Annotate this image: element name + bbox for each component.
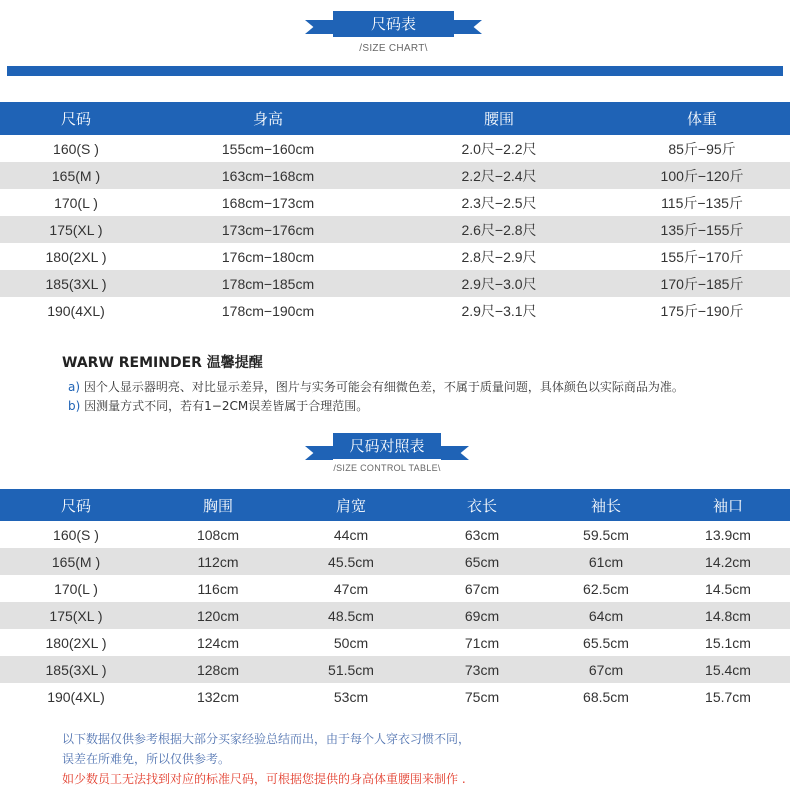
table-row xyxy=(0,243,790,270)
table-cell: 115斤−135斤 xyxy=(661,194,743,211)
size-control-table-header xyxy=(0,489,790,521)
table-cell: 67cm xyxy=(588,661,624,678)
table-cell: 65.5cm xyxy=(583,634,629,651)
column-header: 身高 xyxy=(252,110,283,128)
table-row xyxy=(0,575,790,602)
table-cell: 65cm xyxy=(464,553,500,570)
table-cell: 2.3尺−2.5尺 xyxy=(461,194,537,211)
table-cell: 61cm xyxy=(588,553,624,570)
table-cell: 2.0尺−2.2尺 xyxy=(461,140,537,157)
footer-warning: 如少数员工无法找到对应的标准尺码，可根据您提供的身高体重腰围来制作 . xyxy=(62,772,466,786)
table-cell: 2.9尺−3.1尺 xyxy=(461,302,537,319)
table-cell: 2.6尺−2.8尺 xyxy=(461,221,537,238)
table-cell: 50cm xyxy=(333,634,369,651)
footer-note: 误差在所难免，所以仅供参考。 xyxy=(62,752,231,766)
table-cell: 15.4cm xyxy=(705,661,751,678)
table-cell: 69cm xyxy=(464,607,500,624)
reminder-line xyxy=(68,378,684,395)
table-cell: 128cm xyxy=(196,661,240,678)
table-cell: 185(3XL ) xyxy=(45,275,107,292)
table-cell: 160(S ) xyxy=(53,526,99,543)
banner-title: 尺码表 xyxy=(333,11,454,37)
size-table-body xyxy=(0,135,790,324)
table-row xyxy=(0,548,790,575)
table-cell: 48.5cm xyxy=(328,607,374,624)
table-cell: 45.5cm xyxy=(328,553,374,570)
table-cell: 165(M ) xyxy=(51,553,101,570)
table-cell: 59.5cm xyxy=(583,526,629,543)
table-row xyxy=(0,216,790,243)
table-cell: 124cm xyxy=(196,634,240,651)
table-cell: 176cm−180cm xyxy=(221,248,315,265)
table-cell: 175(XL ) xyxy=(49,607,103,624)
table-cell: 112cm xyxy=(197,553,239,570)
banner-ribbon-right xyxy=(441,446,469,460)
table-cell: 2.9尺−3.0尺 xyxy=(461,275,537,292)
column-header: 尺码 xyxy=(60,496,91,515)
table-cell: 155cm−160cm xyxy=(221,140,315,157)
column-header: 胸围 xyxy=(202,496,233,515)
banner-ribbon-left xyxy=(305,20,333,34)
table-cell: 100斤−120斤 xyxy=(660,167,744,184)
table-cell: 44cm xyxy=(333,526,369,543)
reminder-text: 因测量方式不同，若有1−2CM误差皆属于合理范围。 xyxy=(84,399,369,413)
table-cell: 178cm−190cm xyxy=(221,302,315,319)
table-cell: 175斤−190斤 xyxy=(660,302,744,319)
size-control-table-body xyxy=(0,521,790,710)
banner-ribbon-left xyxy=(305,446,333,460)
table-cell: 64cm xyxy=(588,607,624,624)
table-cell: 116cm xyxy=(197,580,239,597)
table-cell: 51.5cm xyxy=(328,661,374,678)
reminder-line xyxy=(68,397,368,414)
table-cell: 62.5cm xyxy=(583,580,629,597)
table-cell: 63cm xyxy=(464,526,500,543)
table-cell: 170斤−185斤 xyxy=(660,275,744,292)
table-row xyxy=(0,656,790,683)
size-control-table xyxy=(0,489,790,710)
table-cell: 15.7cm xyxy=(705,688,751,705)
banner-subtitle: /SIZE CONTROL TABLE\ xyxy=(333,463,441,473)
column-header: 肩宽 xyxy=(335,496,366,515)
table-cell: 175(XL ) xyxy=(49,221,103,238)
table-cell: 170(L ) xyxy=(54,580,98,597)
table-cell: 135斤−155斤 xyxy=(660,221,744,238)
banner-subtitle: /SIZE CHART\ xyxy=(359,43,428,54)
banner-title: 尺码对照表 xyxy=(333,433,441,459)
table-cell: 14.5cm xyxy=(705,580,751,597)
table-cell: 2.8尺−2.9尺 xyxy=(461,248,537,265)
table-cell: 173cm−176cm xyxy=(221,221,315,238)
table-cell: 53cm xyxy=(333,688,369,705)
table-cell: 168cm−173cm xyxy=(221,194,315,211)
table-cell: 165(M ) xyxy=(51,167,101,184)
table-cell: 75cm xyxy=(464,688,500,705)
table-cell: 14.2cm xyxy=(705,553,751,570)
column-header: 体重 xyxy=(686,110,717,128)
reminder-text: 因个人显示器明亮、对比显示差异，图片与实务可能会有细微色差，不属于质量问题，具体颜色以实际商品为准。 xyxy=(83,380,684,394)
table-cell: 47cm xyxy=(333,580,369,597)
table-row xyxy=(0,297,790,324)
table-cell: 2.2尺−2.4尺 xyxy=(461,167,537,184)
column-header: 袖长 xyxy=(590,496,621,515)
table-cell: 14.8cm xyxy=(705,607,751,624)
size-table xyxy=(0,102,790,324)
table-row xyxy=(0,521,790,548)
table-cell: 120cm xyxy=(196,607,240,624)
column-header: 袖口 xyxy=(712,496,743,515)
table-row xyxy=(0,629,790,656)
reminder-mark: b) xyxy=(68,399,81,413)
table-cell: 155斤−170斤 xyxy=(660,248,744,265)
table-cell: 170(L ) xyxy=(54,194,98,211)
table-cell: 73cm xyxy=(464,661,500,678)
column-header: 腰围 xyxy=(483,110,514,128)
table-row xyxy=(0,602,790,629)
size-table-header xyxy=(0,102,790,135)
table-cell: 13.9cm xyxy=(705,526,751,543)
table-cell: 185(3XL ) xyxy=(45,661,107,678)
table-cell: 180(2XL ) xyxy=(45,634,107,651)
table-cell: 190(4XL) xyxy=(47,688,105,705)
table-cell: 68.5cm xyxy=(583,688,629,705)
table-cell: 67cm xyxy=(464,580,500,597)
reminder-mark: a) xyxy=(68,380,81,394)
table-row xyxy=(0,189,790,216)
table-cell: 190(4XL) xyxy=(47,302,105,319)
table-row xyxy=(0,270,790,297)
table-row xyxy=(0,135,790,162)
table-cell: 178cm−185cm xyxy=(221,275,315,292)
section-divider xyxy=(7,66,783,76)
footer-note: 以下数据仅供参考根据大部分买家经验总结而出，由于每个人穿衣习惯不同， xyxy=(62,732,471,746)
table-row xyxy=(0,162,790,189)
column-header: 尺码 xyxy=(60,110,91,128)
table-cell: 71cm xyxy=(464,634,500,651)
table-cell: 180(2XL ) xyxy=(45,248,107,265)
table-cell: 15.1cm xyxy=(705,634,751,651)
column-header: 衣长 xyxy=(466,496,497,515)
banner-ribbon-right xyxy=(454,20,482,34)
table-cell: 108cm xyxy=(196,526,240,543)
table-cell: 85斤−95斤 xyxy=(668,140,736,157)
table-cell: 160(S ) xyxy=(53,140,99,157)
reminder-title: WARW REMINDER 温馨提醒 xyxy=(62,355,263,371)
table-row xyxy=(0,683,790,710)
table-cell: 163cm−168cm xyxy=(221,167,315,184)
table-cell: 132cm xyxy=(196,688,240,705)
